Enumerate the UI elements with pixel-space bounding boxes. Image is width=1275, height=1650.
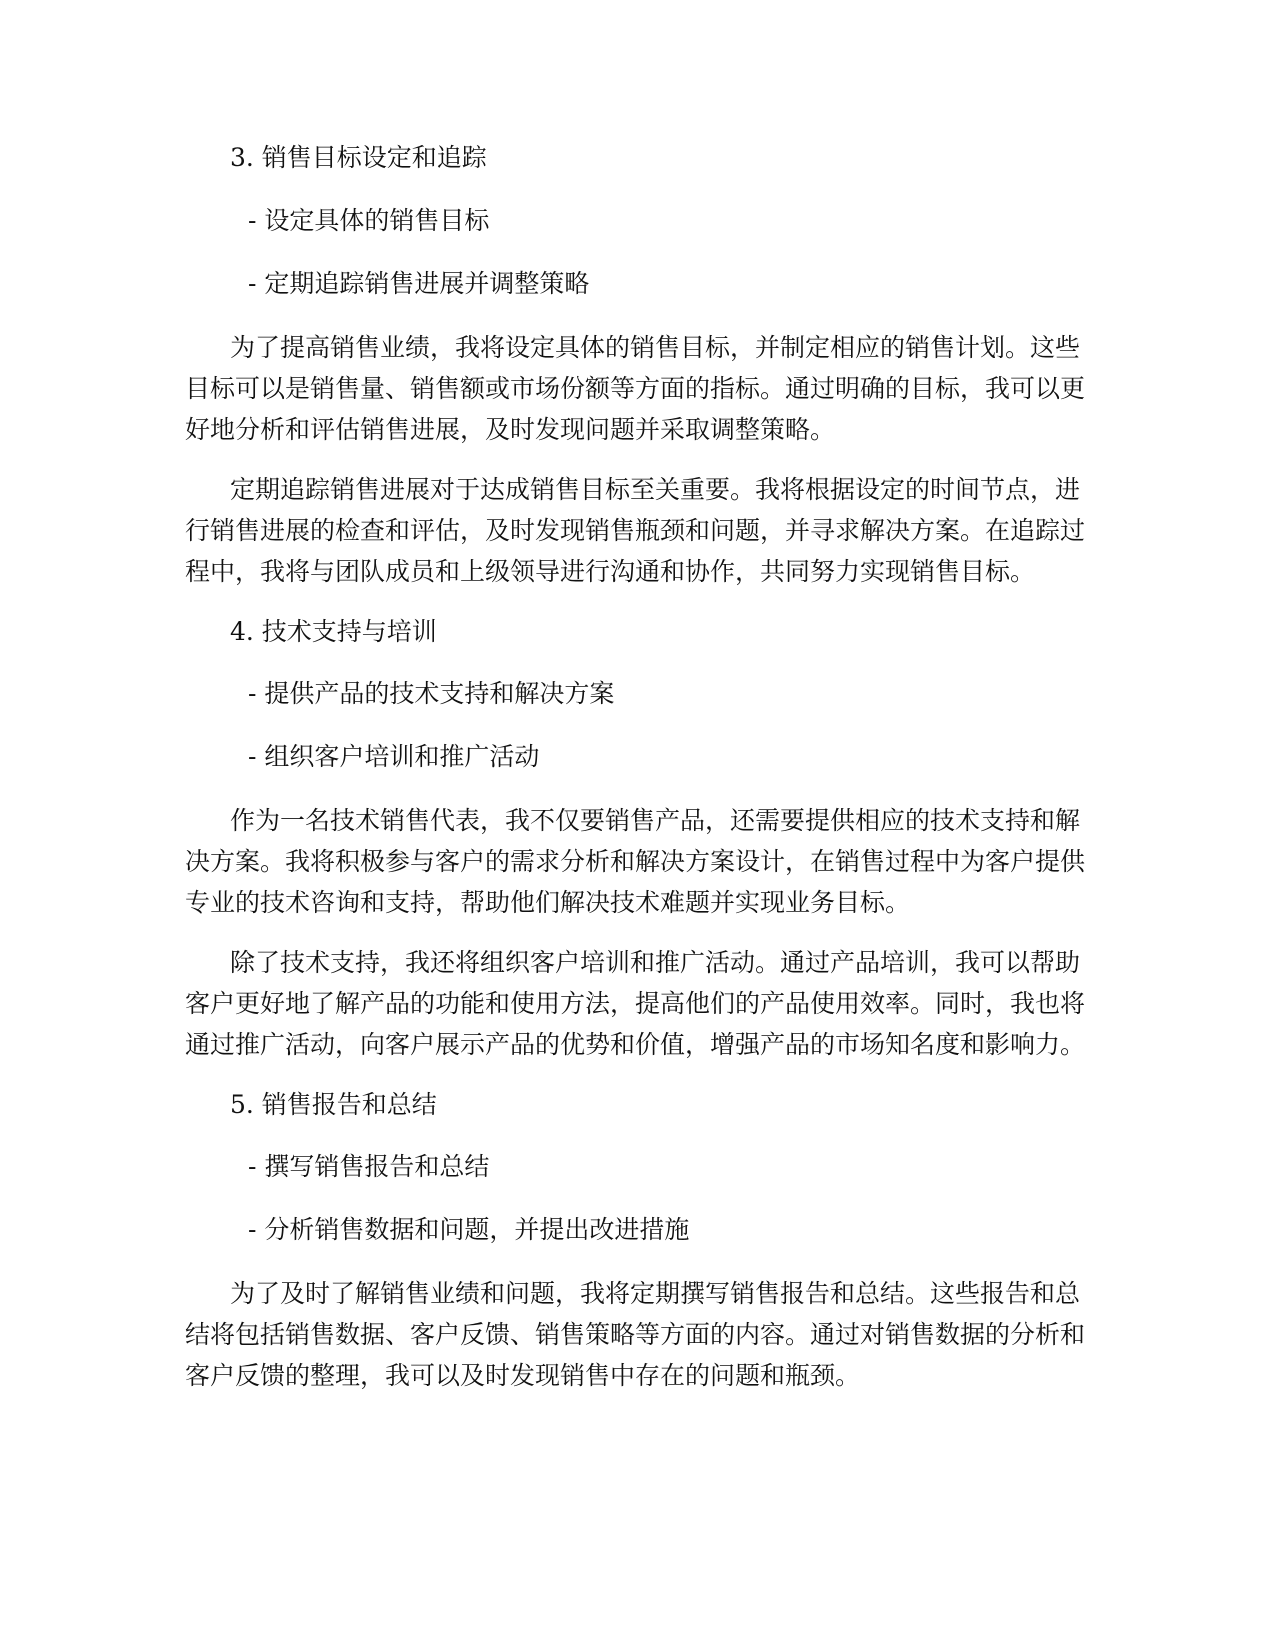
section-heading: 3. 销售目标设定和追踪 [230, 143, 487, 172]
paragraph-line: 为了提高销售业绩，我将设定具体的销售目标，并制定相应的销售计划。这些 [230, 333, 1081, 362]
paragraph-line: 行销售进展的检查和评估，及时发现销售瓶颈和问题，并寻求解决方案。在追踪过 [185, 516, 1086, 545]
bullet-item: - 设定具体的销售目标 [248, 206, 490, 235]
bullet-item: - 分析销售数据和问题，并提出改进措施 [248, 1215, 690, 1244]
bullet-item: - 组织客户培训和推广活动 [248, 742, 540, 771]
paragraph-line: 定期追踪销售进展对于达成销售目标至关重要。我将根据设定的时间节点，进 [230, 475, 1081, 504]
section-heading: 4. 技术支持与培训 [230, 617, 437, 646]
bullet-item: - 定期追踪销售进展并调整策略 [248, 269, 590, 298]
bullet-item: - 提供产品的技术支持和解决方案 [248, 679, 615, 708]
bullet-item: - 撰写销售报告和总结 [248, 1152, 490, 1181]
section-heading: 5. 销售报告和总结 [230, 1090, 437, 1119]
paragraph-line: 目标可以是销售量、销售额或市场份额等方面的指标。通过明确的目标，我可以更 [185, 374, 1086, 403]
paragraph-line: 客户反馈的整理，我可以及时发现销售中存在的问题和瓶颈。 [185, 1361, 861, 1390]
paragraph-line: 除了技术支持，我还将组织客户培训和推广活动。通过产品培训，我可以帮助 [230, 948, 1081, 977]
paragraph-line: 为了及时了解销售业绩和问题，我将定期撰写销售报告和总结。这些报告和总 [230, 1279, 1081, 1308]
paragraph-line: 程中，我将与团队成员和上级领导进行沟通和协作，共同努力实现销售目标。 [185, 557, 1036, 586]
paragraph-line: 通过推广活动，向客户展示产品的优势和价值，增强产品的市场知名度和影响力。 [185, 1030, 1086, 1059]
paragraph-line: 结将包括销售数据、客户反馈、销售策略等方面的内容。通过对销售数据的分析和 [185, 1320, 1086, 1349]
paragraph-line: 客户更好地了解产品的功能和使用方法，提高他们的产品使用效率。同时，我也将 [185, 989, 1086, 1018]
paragraph-line: 作为一名技术销售代表，我不仅要销售产品，还需要提供相应的技术支持和解 [230, 806, 1081, 835]
paragraph-line: 决方案。我将积极参与客户的需求分析和解决方案设计，在销售过程中为客户提供 [185, 847, 1086, 876]
paragraph-line: 好地分析和评估销售进展，及时发现问题并采取调整策略。 [185, 415, 836, 444]
paragraph-line: 专业的技术咨询和支持，帮助他们解决技术难题并实现业务目标。 [185, 888, 911, 917]
